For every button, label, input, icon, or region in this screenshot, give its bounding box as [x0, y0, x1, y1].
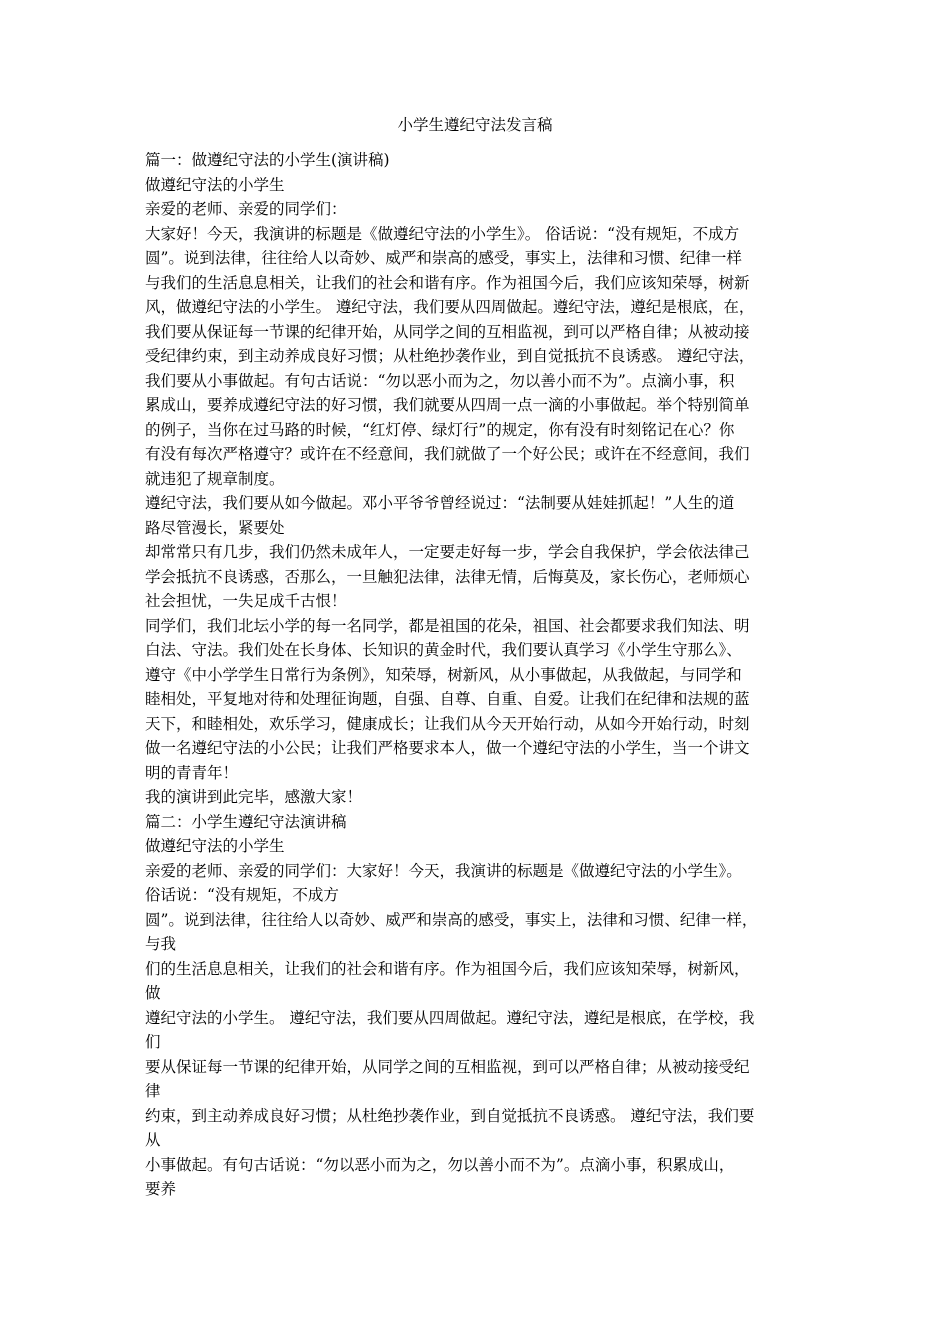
- text-line: 睦相处，平复地对待和处理征询题，自强、自尊、自重、自爱。让我们在纪律和法规的蓝: [145, 690, 750, 708]
- text-line: 累成山，要养成遵纪守法的好习惯，我们就要从四周一点一滴的小事做起。举个特别简单: [145, 396, 750, 414]
- text-line: 们的生活息息相关，让我们的社会和谐有序。作为祖国今后，我们应该知荣辱，树新风，: [145, 959, 750, 978]
- text-line: 圆”。说到法律，往往给人以奇妙、威严和崇高的感受，事实上，法律和习惯、纪律一样，: [145, 910, 758, 929]
- text-line: 学会抵抗不良诱惑，否那么，一旦触犯法律，法律无情，后悔莫及，家长伤心，老师烦心: [145, 567, 750, 586]
- text-line: 我们要从保证每一节课的纪律开始，从同学之间的互相监视，到可以严格自律；从被动接: [145, 322, 750, 341]
- document-title: 小学生遵纪守法发言稿: [397, 116, 553, 134]
- text-line: 天下，和睦相处，欢乐学习，健康成长；让我们从今天开始行动，从如今开始行动，时刻: [145, 714, 750, 733]
- text-line: 做: [145, 984, 161, 1002]
- text-line: 从: [145, 1131, 161, 1149]
- text-line: 篇二：小学生遵纪守法演讲稿: [145, 812, 347, 831]
- text-line: 亲爱的老师、亲爱的同学们：大家好！今天，我演讲的标题是《做遵纪守法的小学生》。: [145, 861, 742, 880]
- text-line: 路尽管漫长，紧要处: [145, 518, 285, 537]
- text-line: 的例子，当你在过马路的时候，“红灯停、绿灯行”的规定，你有没有时刻铭记在心？你: [145, 420, 735, 439]
- text-line: 我的演讲到此完毕，感激大家！: [145, 788, 363, 806]
- text-line: 风，做遵纪守法的小学生。 遵纪守法，我们要从四周做起。遵纪守法，遵纪是根底，在，: [145, 298, 755, 316]
- text-line: 做一名遵纪守法的小公民；让我们严格要求本人，做一个遵纪守法的小学生，当一个讲文: [145, 739, 750, 757]
- text-line: 大家好！今天，我演讲的标题是《做遵纪守法的小学生》。 俗话说：“没有规矩，不成方: [145, 224, 740, 243]
- text-line: 要从保证每一节课的纪律开始，从同学之间的互相监视，到可以严格自律；从被动接受纪: [145, 1057, 750, 1076]
- text-line: 受纪律约束，到主动养成良好习惯；从杜绝抄袭作业，到自觉抵抗不良诱惑。 遵纪守法，: [145, 347, 755, 365]
- text-line: 圆”。说到法律，往往给人以奇妙、威严和崇高的感受，事实上，法律和习惯、纪律一样: [145, 249, 742, 267]
- text-line: 就违犯了规章制度。: [145, 469, 285, 488]
- text-line: 律: [145, 1082, 161, 1100]
- text-line: 亲爱的老师、亲爱的同学们：: [145, 200, 347, 218]
- text-line: 明的青青年！: [145, 763, 239, 782]
- text-line: 遵守《中小学学生日常行为条例》，知荣辱，树新风，从小事做起，从我做起，与同学和: [145, 665, 742, 684]
- text-line: 我们要从小事做起。有句古话说：“勿以恶小而为之，勿以善小而不为”。点滴小事，积: [145, 371, 735, 390]
- text-line: 却常常只有几步，我们仍然未成年人，一定要走好每一步，学会自我保护，学会依法律己: [145, 543, 750, 561]
- text-line: 做遵纪守法的小学生: [145, 837, 285, 855]
- text-line: 们: [145, 1033, 161, 1051]
- text-line: 遵纪守法，我们要从如今做起。邓小平爷爷曾经说过：“法制要从娃娃抓起！”人生的道: [145, 494, 735, 512]
- text-line: 小事做起。有句古话说：“勿以恶小而为之，勿以善小而不为”。点滴小事，积累成山，: [145, 1155, 735, 1174]
- text-line: 做遵纪守法的小学生: [145, 175, 285, 194]
- text-line: 俗话说：“没有规矩，不成方: [145, 886, 339, 904]
- text-line: 与我: [145, 935, 177, 953]
- text-line: 与我们的生活息息相关，让我们的社会和谐有序。作为祖国今后，我们应该知荣辱，树新: [145, 273, 750, 292]
- text-line: 约束，到主动养成良好习惯；从杜绝抄袭作业，到自觉抵抗不良诱惑。 遵纪守法，我们要: [145, 1106, 755, 1125]
- text-line: 篇一：做遵纪守法的小学生(演讲稿): [145, 151, 390, 169]
- text-line: 社会担忧，一失足成千古恨！: [145, 592, 347, 610]
- text-line: 同学们，我们北坛小学的每一名同学，都是祖国的花朵，祖国、社会都要求我们知法、明: [145, 616, 750, 635]
- text-line: 有没有每次严格遵守？或许在不经意间，我们就做了一个好公民；或许在不经意间，我们: [145, 445, 750, 463]
- document-body: [145, 148, 810, 1202]
- text-line: 遵纪守法的小学生。 遵纪守法，我们要从四周做起。遵纪守法，遵纪是根底，在学校，我: [145, 1008, 755, 1027]
- text-line: 白法、守法。我们处在长身体、长知识的黄金时代，我们要认真学习《小学生守那么》、: [145, 641, 742, 659]
- text-line: 要养: [145, 1180, 177, 1198]
